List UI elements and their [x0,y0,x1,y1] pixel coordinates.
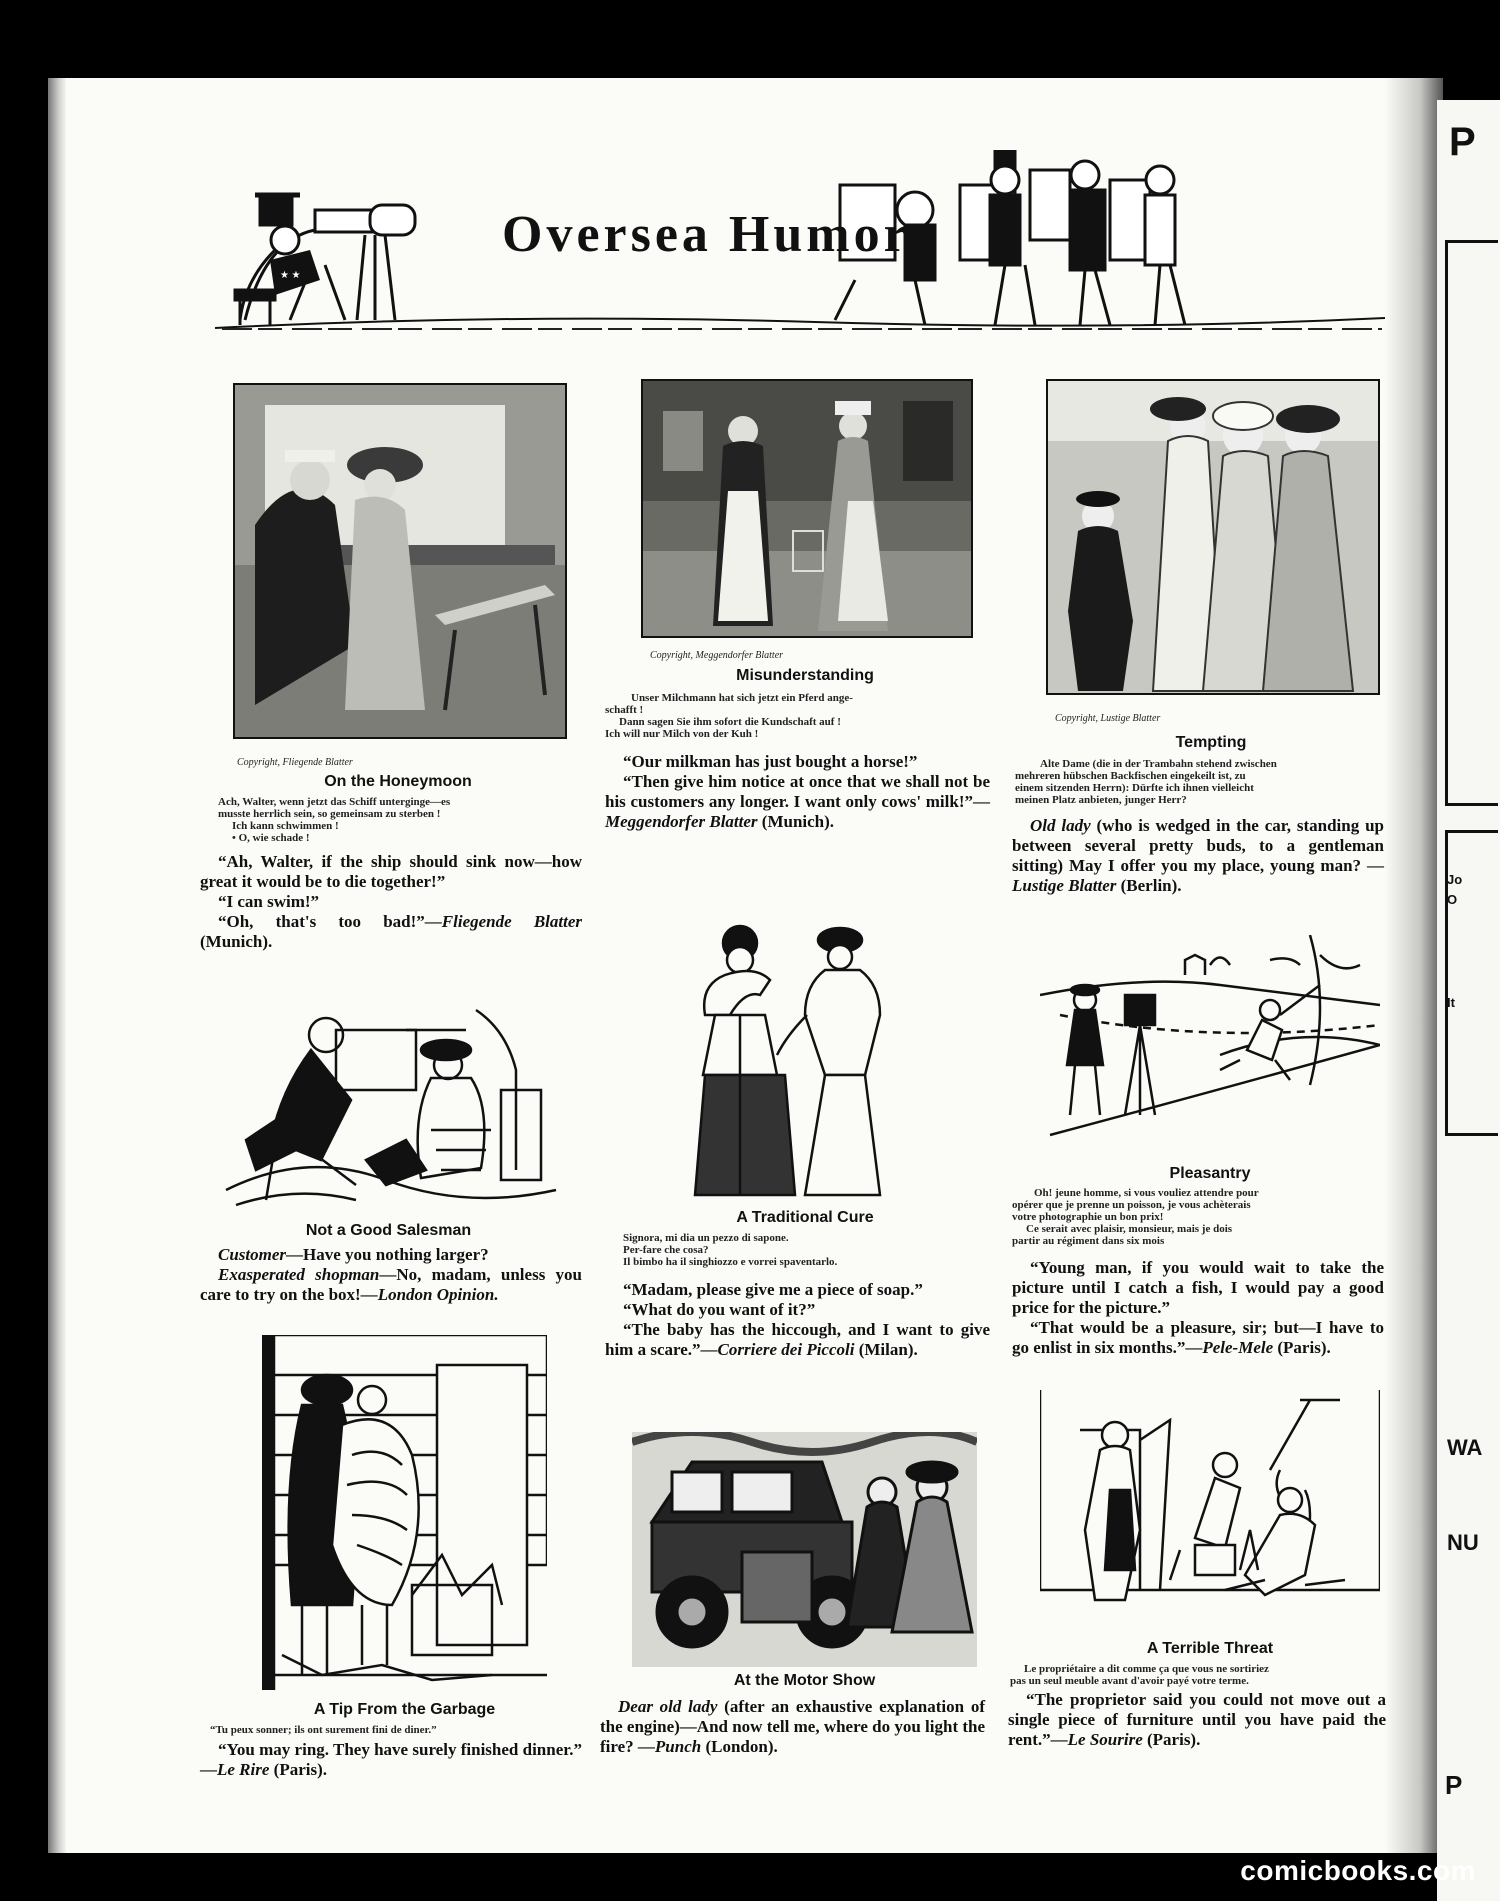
translation-text [200,1245,582,1305]
original-line: “Tu peux sonner; ils ont surement fini de diner.” [210,1724,437,1736]
translation-line: “Then give him notice at once that we shall not be his customers any longer. I want only cows' milk!”— [605,772,990,811]
translation-line: “Oh, that's too bad!”— [218,912,442,931]
source-publication: Pele-Mele [1202,1338,1274,1357]
source-place: (Paris). [1142,1730,1201,1749]
next-page-ad-box [1445,830,1498,1136]
source-publication: Le Sourire [1067,1730,1143,1749]
source-publication: Punch [654,1737,702,1756]
original-line: pas un seul meuble avant d'avoir payé votre terme. [1010,1675,1249,1687]
original-line: votre photographie un bon prix! [1012,1211,1164,1223]
original-line: Oh! jeune homme, si vous vouliez attendre pour [1034,1187,1259,1199]
speaker: Exasperated shopman [218,1265,380,1284]
speaker: Customer [218,1245,287,1264]
translation-text [200,1740,582,1780]
translation-text [1008,1690,1386,1750]
translation-line: “I can swim!” [218,892,320,911]
original-text [1010,1663,1388,1687]
original-text [605,692,995,740]
cartoon-traditional-cure [685,915,900,1205]
original-text [218,796,583,844]
original-line: einem sitzenden Herrn): Dürfte ich ihnen vielleicht [1015,782,1254,794]
speaker: Old lady [1030,816,1091,835]
caption-title: Not a Good Salesman [305,1222,472,1239]
source-place: (Munich). [200,932,273,951]
source-place: (Milan). [854,1340,918,1359]
translation-text [1012,1258,1384,1358]
translation-line: (after an exhaustive explanation of the engine)—And now tell me, where do you light the fire? — [600,1697,986,1756]
translation-text [605,752,990,832]
translation-line: “You may ring. They have surely finished dinner.” — [200,1740,582,1779]
original-line: Ach, Walter, wenn jetzt das Schiff unterginge—es [218,796,451,808]
svg-text:★ ★: ★ ★ [280,270,301,281]
translation-line: “The proprietor said you could not move out a single piece of furniture until you have paid the rent.”— [1008,1690,1386,1749]
cartoon-tempting [1046,379,1380,695]
source-publication: Fliegende Blatter [441,912,582,931]
source-publication: Corriere dei Piccoli [717,1340,855,1359]
original-line: Per-fare che cosa? [623,1244,709,1256]
caption-title: Misunderstanding [736,667,874,684]
original-line: Alte Dame (die in der Trambahn stehend zwischen [1040,758,1277,770]
original-line: Il bimbo ha il singhiozzo e vorrei spaventarlo. [623,1256,838,1268]
caption-title: A Tip From the Garbage [313,1701,496,1718]
original-line: opérer que je prenne un poisson, je vous achèterais [1012,1199,1251,1211]
original-line: • O, wie schade ! [232,832,310,844]
original-line: Dann sagen Sie ihm sofort die Kundschaft auf ! [619,716,841,728]
caption-title: A Traditional Cure [736,1209,874,1226]
header-rule [222,328,1382,330]
translation-line: “What do you want of it?” [623,1300,816,1319]
original-line: partir au régiment dans six mois [1012,1235,1165,1247]
cartoon-salesman [216,990,561,1215]
next-page-fragment: P [1445,1770,1463,1800]
original-line: schafft ! [605,704,644,716]
next-page-fragment: WA [1447,1435,1483,1460]
cartoon-terrible-threat [1040,1390,1380,1625]
source-place: (Paris). [1273,1338,1331,1357]
original-line: Ce serait avec plaisir, monsieur, mais je dois [1026,1223,1233,1235]
source-publication: London Opinion. [377,1285,499,1304]
translation-line: (who is wedged in the car, standing up between several pretty buds, to a gentleman sitting) May I offer you my place, young man? — [1012,816,1384,875]
original-line: Le propriétaire a dit comme ça que vous ne sortiriez [1024,1663,1269,1675]
source-place: (London). [701,1737,778,1756]
next-page-fragment: Jo [1447,872,1463,887]
caption-title: On the Honeymoon [324,773,472,790]
translation-text [605,1280,990,1360]
copyright-line: Copyright, Lustige Blatter [1055,713,1161,724]
caption-title: Pleasantry [1169,1165,1251,1182]
source-publication: Le Rire [217,1760,270,1779]
source-publication: Lustige Blatter [1012,876,1117,895]
source-place: (Munich). [757,812,835,831]
original-text [1015,758,1385,806]
original-text [1012,1187,1387,1247]
next-page-fragment: NU [1447,1530,1479,1555]
next-page-ad-box [1445,240,1498,806]
original-text [623,1232,993,1268]
original-line: Ich kann schwimmen ! [232,820,339,832]
translation-text [600,1697,985,1757]
next-page-fragment: It [1447,995,1455,1010]
translation-line: “Young man, if you would wait to take the picture until I catch a fish, I would pay a good price for the picture.” [1012,1258,1384,1317]
cartoon-honeymoon [233,383,567,739]
next-page-fragment: O [1447,892,1458,907]
translation-line: “Madam, please give me a piece of soap.” [623,1280,923,1299]
translation-line: —No, madam, unless you care to try on the box!— [200,1265,582,1304]
caption-title: At the Motor Show [733,1672,876,1689]
translation-line: “Ah, Walter, if the ship should sink now—how great it would be to die together!” [200,852,582,891]
copyright-line: Copyright, Fliegende Blatter [237,757,353,768]
page-title: Oversea Humor [502,206,911,263]
translation-line: “That would be a pleasure, sir; but—I have to go enlist in six months.”— [1012,1318,1384,1357]
translation-line: “Our milkman has just bought a horse!” [623,752,918,771]
cartoon-pleasantry [1040,935,1380,1150]
translation-line: —Have you nothing larger? [286,1245,489,1264]
source-publication: Meggendorfer Blatter [605,812,758,831]
page-fold-shadow [1385,78,1443,1853]
original-line: meinen Platz anbieten, junger Herr? [1015,794,1187,806]
speaker: Dear old lady [618,1697,718,1716]
source-place: (Paris). [269,1760,327,1779]
original-line: Ich will nur Milch von der Kuh ! [605,728,759,740]
original-line: musste herrlich sein, so gemeinsam zu sterben ! [218,808,441,820]
source-place: (Berlin). [1116,876,1182,895]
cartoon-garbage [262,1335,547,1690]
original-line: Signora, mi dia un pezzo di sapone. [623,1232,789,1244]
next-page-fragment: P [1449,120,1476,164]
watermark: comicbooks.com [1240,1855,1476,1886]
translation-text [200,852,582,952]
copyright-line: Copyright, Meggendorfer Blatter [650,650,784,661]
translation-text [1012,816,1384,896]
original-line: Unser Milchmann hat sich jetzt ein Pferd ange- [631,692,853,704]
translation-line: “The baby has the hiccough, and I want to give him a scare.”— [605,1320,990,1359]
caption-title: A Terrible Threat [1146,1640,1274,1657]
cartoon-motor-show [632,1432,977,1667]
cartoon-misunderstanding [641,379,973,638]
adjacent-page-edge [1437,100,1500,1901]
caption-title: Tempting [1175,734,1247,751]
original-line: mehreren hübschen Backfischen eingekeilt ist, zu [1015,770,1246,782]
page-spine [48,78,66,1853]
original-text [210,1724,585,1736]
